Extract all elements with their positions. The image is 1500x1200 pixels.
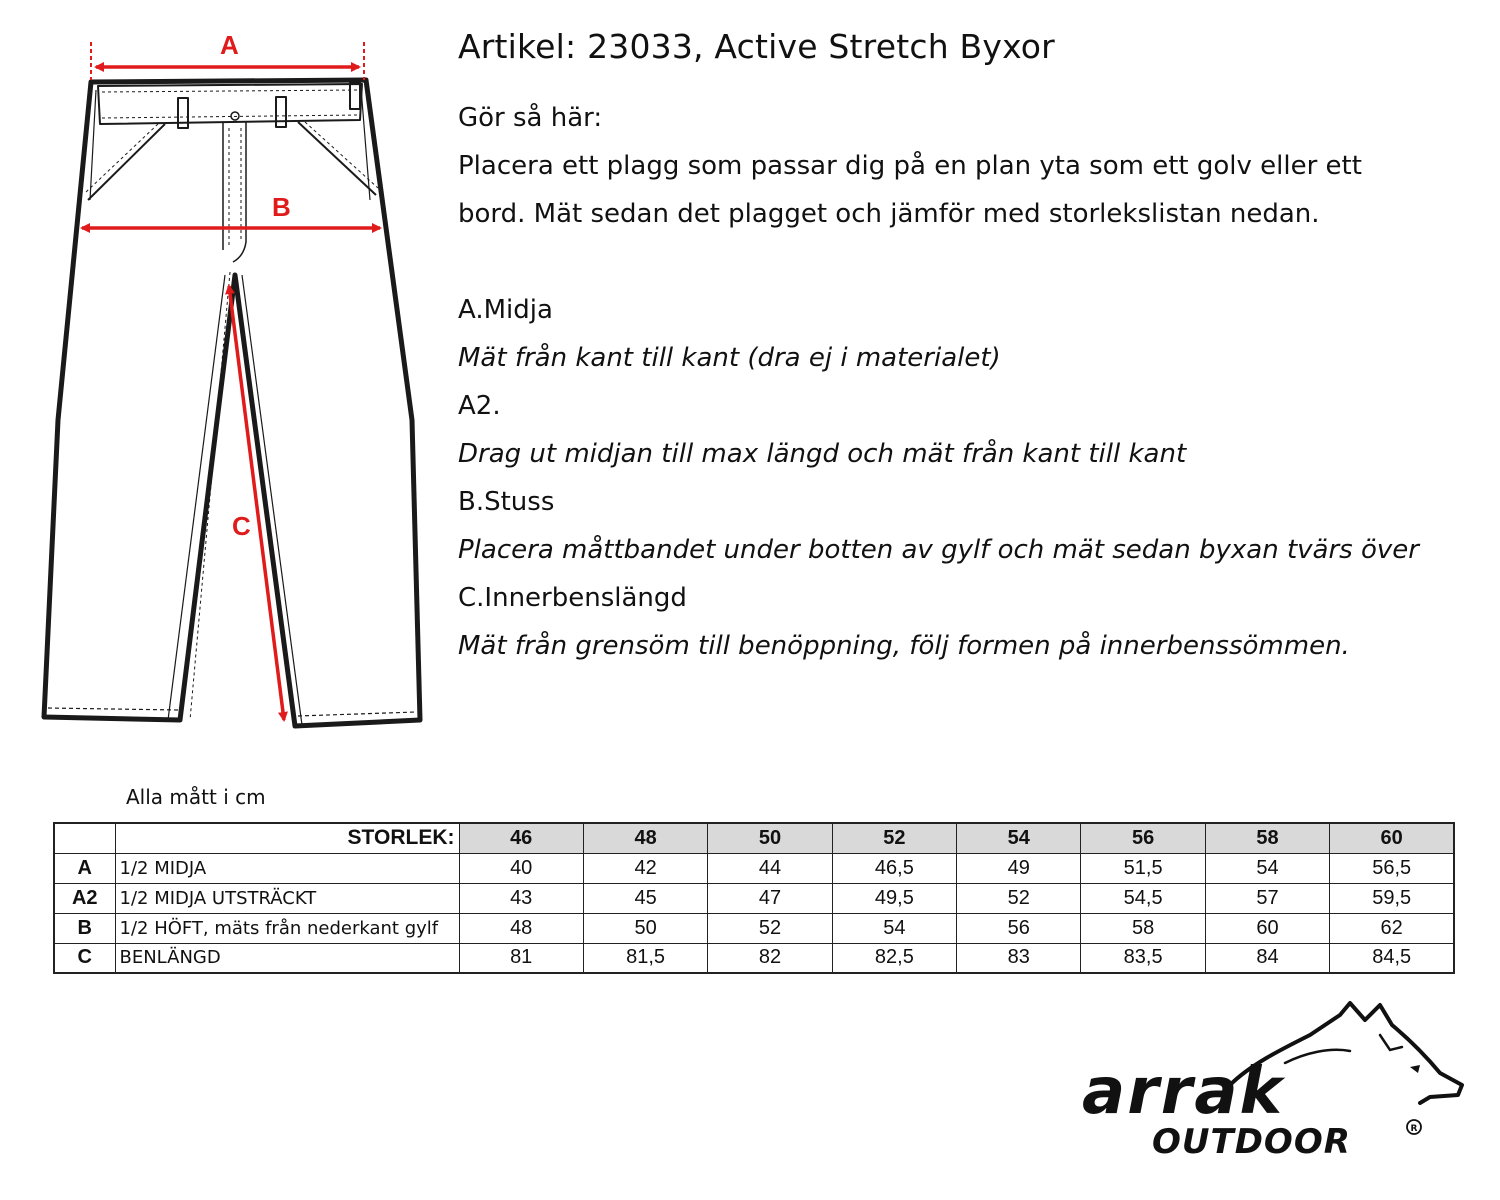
row-label: BENLÄNGD bbox=[115, 943, 459, 973]
table-cell: 56,5 bbox=[1330, 853, 1454, 883]
table-cell: 82 bbox=[708, 943, 832, 973]
row-key: B bbox=[54, 913, 115, 943]
measure-heading-a2: A2. bbox=[458, 391, 501, 421]
measure-desc-a: Mät från kant till kant (dra ej i materialet) bbox=[458, 343, 1001, 373]
row-label: 1/2 MIDJA UTSTRÄCKT bbox=[115, 883, 459, 913]
size-table bbox=[53, 822, 1455, 974]
pants-illustration bbox=[30, 20, 450, 750]
table-cell: 82,5 bbox=[832, 943, 956, 973]
table-cell: 84,5 bbox=[1330, 943, 1454, 973]
table-cell: 50 bbox=[583, 913, 707, 943]
size-header-label: STORLEK: bbox=[115, 823, 459, 853]
measure-heading-a: A.Midja bbox=[458, 295, 553, 325]
table-cell: 52 bbox=[957, 883, 1081, 913]
table-cell: 51,5 bbox=[1081, 853, 1205, 883]
table-cell: 45 bbox=[583, 883, 707, 913]
table-cell: 44 bbox=[708, 853, 832, 883]
table-cell: 84 bbox=[1205, 943, 1329, 973]
table-cell: 62 bbox=[1330, 913, 1454, 943]
table-row bbox=[54, 943, 1454, 973]
table-header-row bbox=[54, 823, 1454, 853]
logo-sub-text: OUTDOOR bbox=[1152, 1122, 1351, 1162]
logo-brand-text: arrak bbox=[1082, 1055, 1285, 1129]
table-cell: 57 bbox=[1205, 883, 1329, 913]
size-header-cell: 56 bbox=[1081, 823, 1205, 853]
row-label: 1/2 MIDJA bbox=[115, 853, 459, 883]
row-key: C bbox=[54, 943, 115, 973]
table-cell: 58 bbox=[1081, 913, 1205, 943]
table-cell: 43 bbox=[459, 883, 583, 913]
row-label: 1/2 HÖFT, mäts från nederkant gylf bbox=[115, 913, 459, 943]
table-cell: 48 bbox=[459, 913, 583, 943]
table-cell: 83,5 bbox=[1081, 943, 1205, 973]
table-row bbox=[54, 913, 1454, 943]
table-cell: 49 bbox=[957, 853, 1081, 883]
measure-a bbox=[91, 30, 364, 80]
measure-heading-b: B.Stuss bbox=[458, 487, 555, 517]
arrak-outdoor-logo bbox=[1080, 995, 1470, 1165]
table-cell: 83 bbox=[957, 943, 1081, 973]
table-cell: 47 bbox=[708, 883, 832, 913]
instructions-panel bbox=[458, 24, 1458, 670]
table-cell: 54 bbox=[1205, 853, 1329, 883]
table-cell: 81,5 bbox=[583, 943, 707, 973]
measure-heading-c: C.Innerbenslängd bbox=[458, 583, 687, 613]
page-title: Artikel: 23033, Active Stretch Byxor bbox=[458, 27, 1055, 66]
howto-heading: Gör så här: bbox=[458, 103, 603, 133]
size-header-cell: 60 bbox=[1330, 823, 1454, 853]
row-key: A bbox=[54, 853, 115, 883]
size-header-cell: 48 bbox=[583, 823, 707, 853]
size-header-cell: 54 bbox=[957, 823, 1081, 853]
table-row bbox=[54, 853, 1454, 883]
table-cell: 49,5 bbox=[832, 883, 956, 913]
row-key: A2 bbox=[54, 883, 115, 913]
pants-measurement-diagram bbox=[30, 20, 450, 750]
table-cell: 60 bbox=[1205, 913, 1329, 943]
table-cell: 59,5 bbox=[1330, 883, 1454, 913]
size-header-cell: 50 bbox=[708, 823, 832, 853]
table-cell: 54,5 bbox=[1081, 883, 1205, 913]
measure-b bbox=[82, 192, 380, 228]
registered-mark-text: R bbox=[1410, 1124, 1418, 1134]
size-header-cell: 58 bbox=[1205, 823, 1329, 853]
pants-outline bbox=[44, 80, 420, 726]
label-c: C bbox=[232, 511, 251, 541]
size-header-cell: 52 bbox=[832, 823, 956, 853]
label-b: B bbox=[272, 192, 291, 222]
howto-line-2: bord. Mät sedan det plagget och jämför med storlekslistan nedan. bbox=[458, 199, 1320, 229]
measure-desc-b: Placera måttbandet under botten av gylf och mät sedan byxan tvärs över bbox=[458, 535, 1419, 565]
measure-desc-a2: Drag ut midjan till max längd och mät från kant till kant bbox=[458, 439, 1187, 469]
table-corner-cell bbox=[54, 823, 115, 853]
table-cell: 54 bbox=[832, 913, 956, 943]
table-cell: 40 bbox=[459, 853, 583, 883]
table-cell: 52 bbox=[708, 913, 832, 943]
howto-line-1: Placera ett plagg som passar dig på en plan yta som ett golv eller ett bbox=[458, 151, 1362, 181]
table-cell: 46,5 bbox=[832, 853, 956, 883]
table-cell: 81 bbox=[459, 943, 583, 973]
table-cell: 42 bbox=[583, 853, 707, 883]
measure-desc-c: Mät från grensöm till benöppning, följ formen på innerbenssömmen. bbox=[458, 631, 1350, 661]
table-cell: 56 bbox=[957, 913, 1081, 943]
table-row bbox=[54, 883, 1454, 913]
size-header-cell: 46 bbox=[459, 823, 583, 853]
label-a: A bbox=[220, 30, 239, 60]
measure-c bbox=[229, 286, 284, 720]
brand-logo-icon bbox=[1080, 995, 1470, 1165]
units-note: Alla mått i cm bbox=[126, 785, 266, 809]
